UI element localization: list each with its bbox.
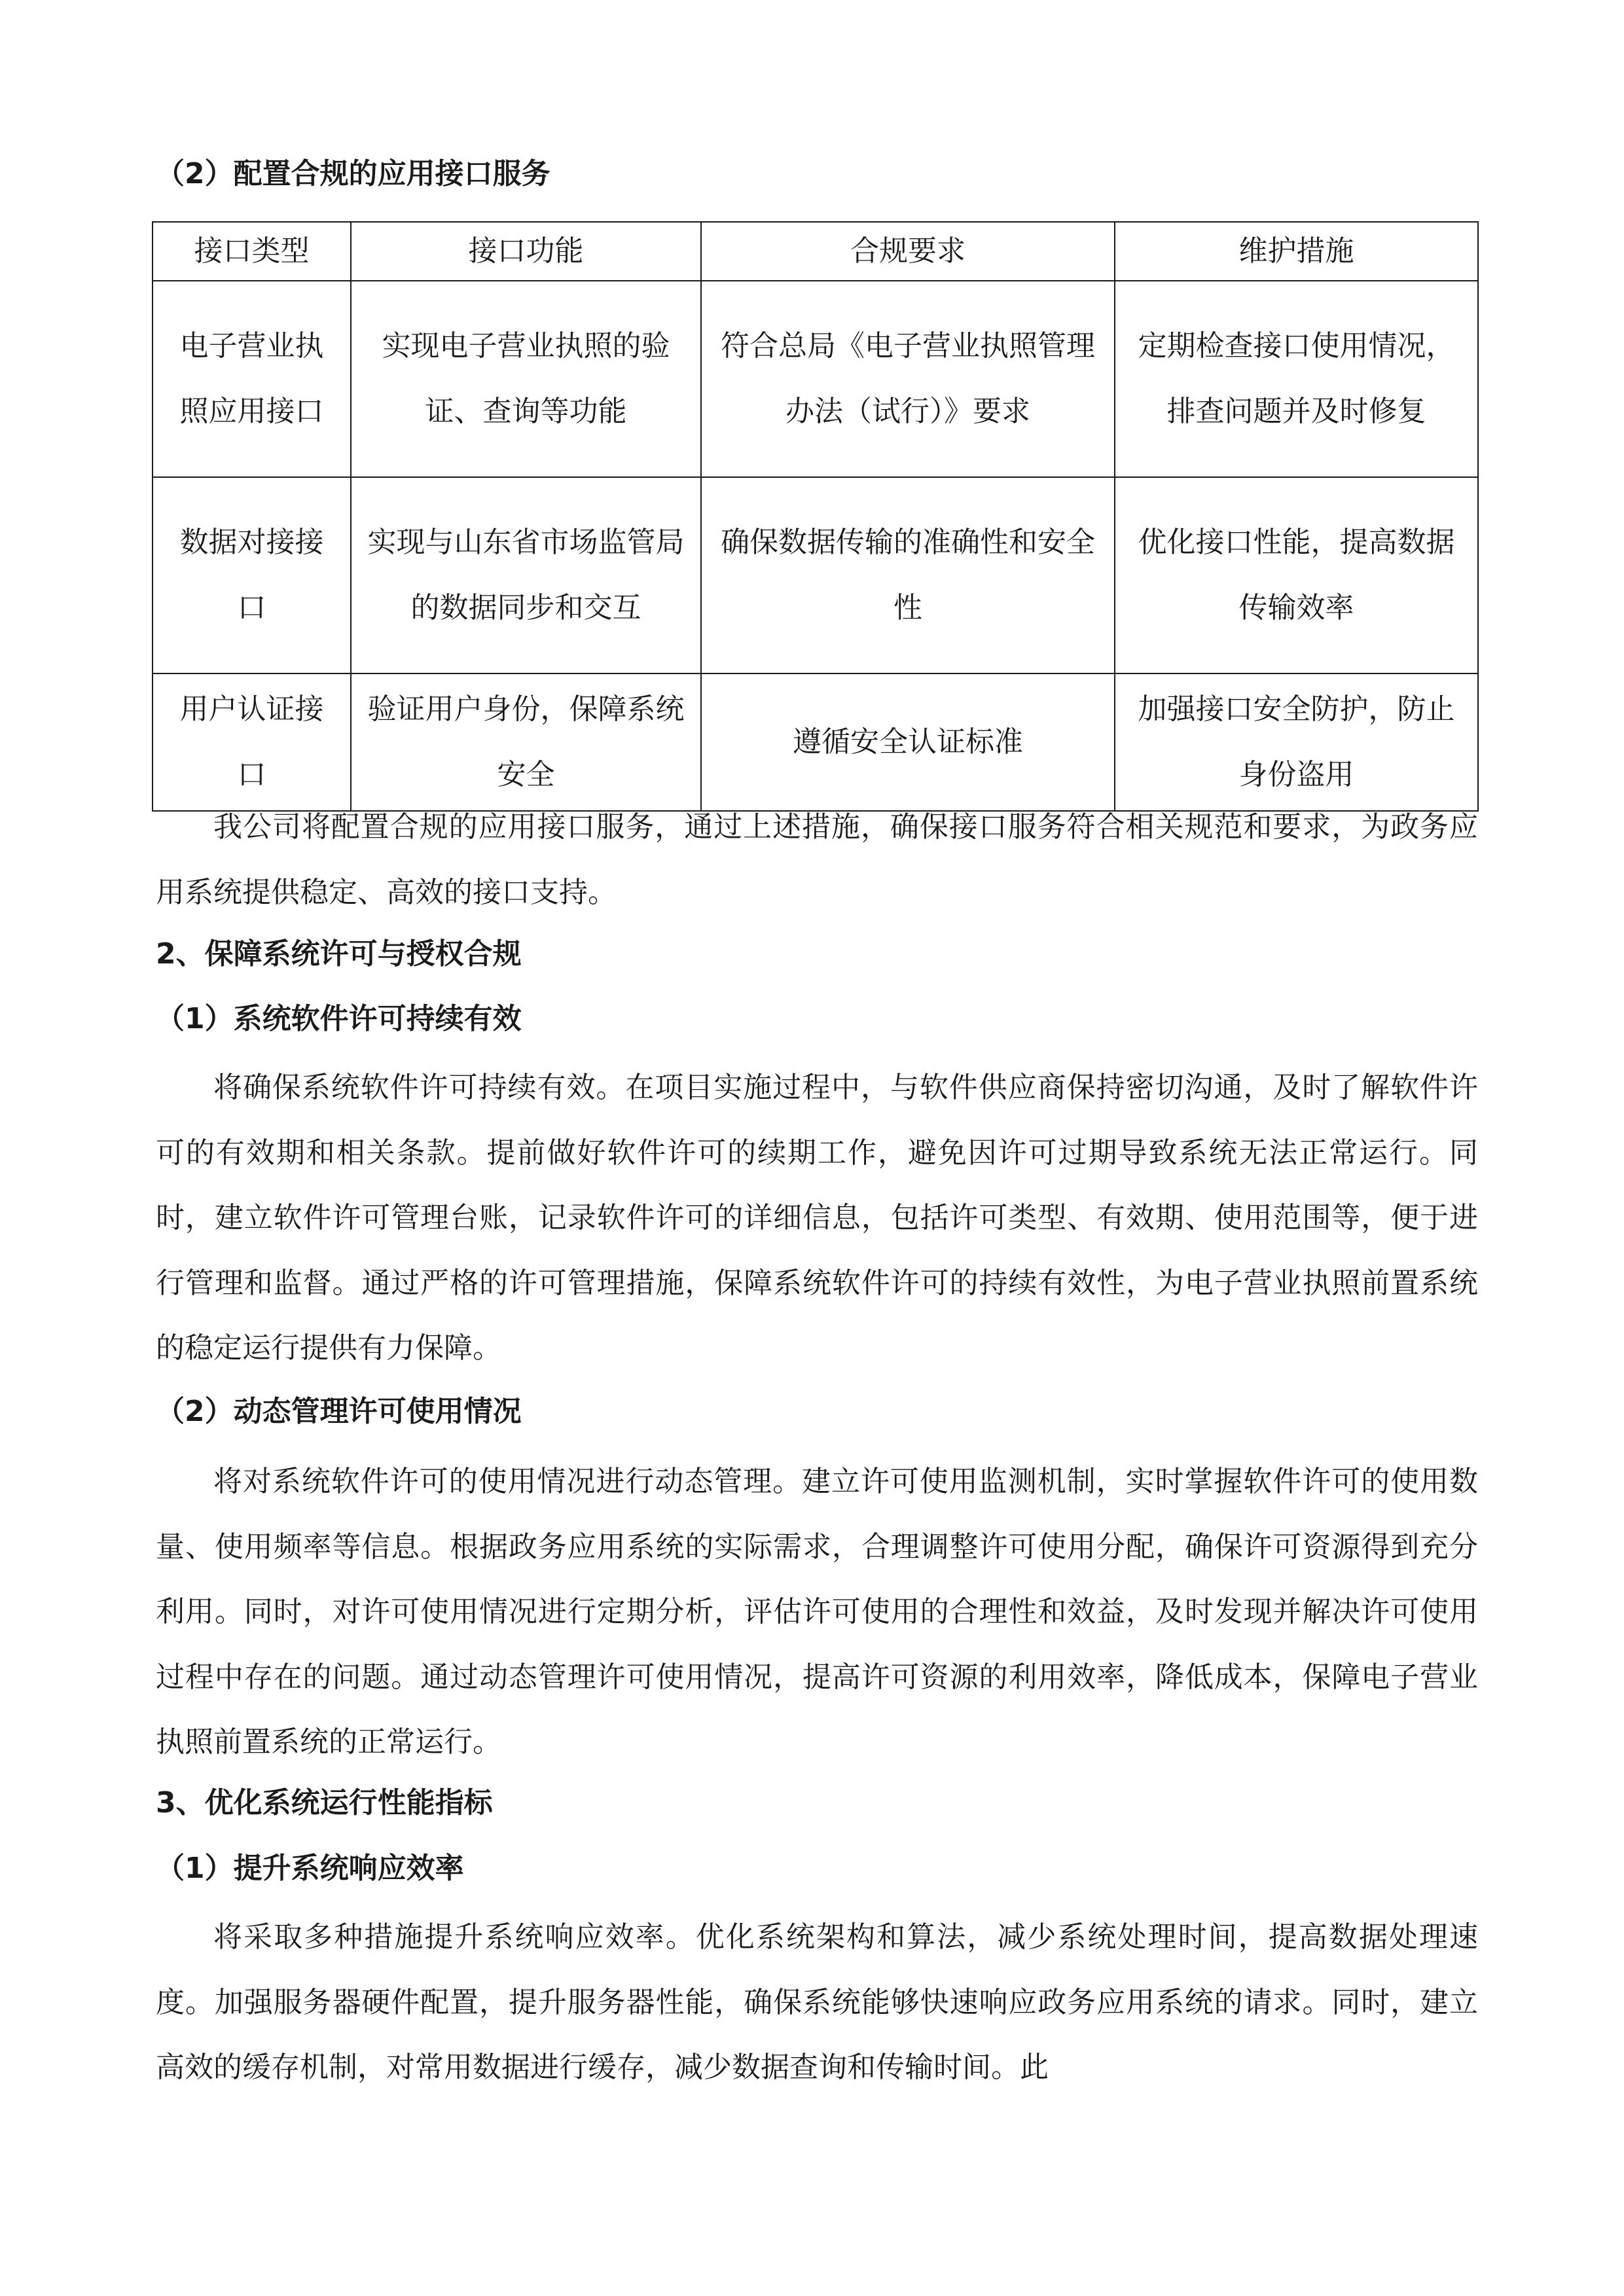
subheading-license-valid: （1）系统软件许可持续有效 [156,1002,522,1035]
table-cell: 定期检查接口使用情况，排查问题并及时修复 [1115,281,1478,477]
header-interface-function: 接口功能 [351,222,701,281]
table-cell: 数据对接接口 [153,477,351,673]
header-interface-type: 接口类型 [153,222,351,281]
table-cell: 实现电子营业执照的验证、查询等功能 [351,281,701,477]
paragraph-license-valid: 将确保系统软件许可持续有效。在项目实施过程中，与软件供应商保持密切沟通，及时了解软件许可的有效期和相关条款。提前做好软件许可的续期工作，避免因许可过期导致系统无法正常运行。同时，建立软件许可管理台账，记录软件许可的详细信息，包括许可类型、有效期、使用范围等，便于进行管理和监督。通过严格的许可管理措施，保障系统软件许可的持续有效性，为电子营业执照前置系统的稳定运行提供有力保障。 [156,1071,1478,1365]
table-cell: 确保数据传输的准确性和安全性 [701,477,1115,673]
table-cell: 用户认证接口 [153,673,351,811]
table-cell: 实现与山东省市场监管局的数据同步和交互 [351,477,701,673]
header-maintenance-measure: 维护措施 [1115,222,1478,281]
section-title: （2）配置合规的应用接口服务 [156,157,550,190]
paragraph-interface-summary: 我公司将配置合规的应用接口服务，通过上述措施，确保接口服务符合相关规范和要求，为政务应用系统提供稳定、高效的接口支持。 [156,810,1478,909]
paragraph-license-dynamic: 将对系统软件许可的使用情况进行动态管理。建立许可使用监测机制，实时掌握软件许可的使用数量、使用频率等信息。根据政务应用系统的实际需求，合理调整许可使用分配，确保许可资源得到充分利用。同时，对许可使用情况进行定期分析，评估许可使用的合理性和效益，及时发现并解决许可使用过程中存在的问题。通过动态管理许可使用情况，提高许可资源的利用效率，降低成本，保障电子营业执照前置系统的正常运行。 [156,1465,1478,1759]
table-cell: 优化接口性能，提高数据传输效率 [1115,477,1478,673]
table-cell: 符合总局《电子营业执照管理办法（试行）》要求 [701,281,1115,477]
table-cell: 加强接口安全防护，防止身份盗用 [1115,673,1478,811]
table-cell: 遵循安全认证标准 [701,673,1115,811]
table-cell: 电子营业执照应用接口 [153,281,351,477]
table-cell: 验证用户身份，保障系统安全 [351,673,701,811]
table-row [153,281,1478,477]
table-row [153,673,1478,811]
heading-license-compliance: 2、保障系统许可与授权合规 [156,937,522,971]
table-row [153,477,1478,673]
table-header-row [153,222,1478,281]
interface-compliance-table [152,221,1479,812]
heading-performance: 3、优化系统运行性能指标 [156,1786,493,1820]
paragraph-response-efficiency: 将采取多种措施提升系统响应效率。优化系统架构和算法，减少系统处理时间，提高数据处理速度。加强服务器硬件配置，提升服务器性能，确保系统能够快速响应政务应用系统的请求。同时，建立高效的缓存机制，对常用数据进行缓存，减少数据查询和传输时间。此 [156,1920,1478,2085]
subheading-license-dynamic: （2）动态管理许可使用情况 [156,1395,522,1428]
subheading-response-efficiency: （1）提升系统响应效率 [156,1852,464,1885]
header-compliance-requirement: 合规要求 [701,222,1115,281]
